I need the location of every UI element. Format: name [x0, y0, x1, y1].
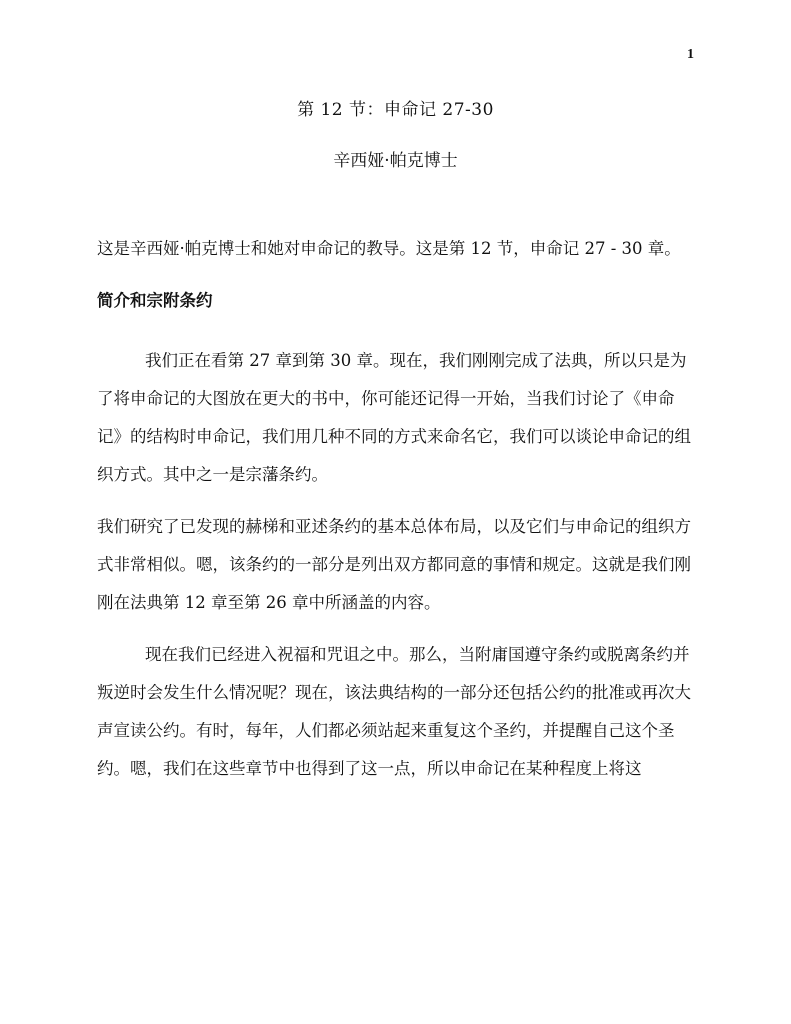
body-paragraph-1: 我们正在看第 27 章到第 30 章。现在，我们刚刚完成了法典，所以只是为了将申命记的大图放在更大的书中，你可能还记得一开始，当我们讨论了《申命记》的结构时申命记，我们用几种不同的方式来命名它，我们可以谈论申命记的组织方式。其中之一是宗藩条约。 [97, 351, 691, 484]
document-body [97, 230, 697, 802]
intro-paragraph: 这是辛西娅·帕克博士和她对申命记的教导。这是第 12 节，申命记 27 - 30 章。 [97, 239, 681, 258]
section-heading: 简介和宗附条约 [97, 291, 213, 310]
body-paragraph-3: 现在我们已经进入祝福和咒诅之中。那么，当附庸国遵守条约或脱离条约并叛逆时会发生什么情况呢？现在，该法典结构的一部分还包括公约的批准或再次大声宣读公约。有时，每年，人们都必须站起来重复这个圣约，并提醒自己这个圣约。嗯，我们在这些章节中也得到了这一点，所以申命记在某种程度上将这 [97, 645, 691, 778]
body-paragraph-2: 我们研究了已发现的赫梯和亚述条约的基本总体布局，以及它们与申命记的组织方式非常相似。嗯，该条约的一部分是列出双方都同意的事情和规定。这就是我们刚刚在法典第 12 章至第 26 章中所涵盖的内容。 [97, 517, 691, 612]
document-title: 第 12 节：申命记 27-30 [297, 100, 494, 120]
document-author: 辛西娅·帕克博士 [333, 151, 458, 171]
page-number: 1 [687, 47, 694, 62]
